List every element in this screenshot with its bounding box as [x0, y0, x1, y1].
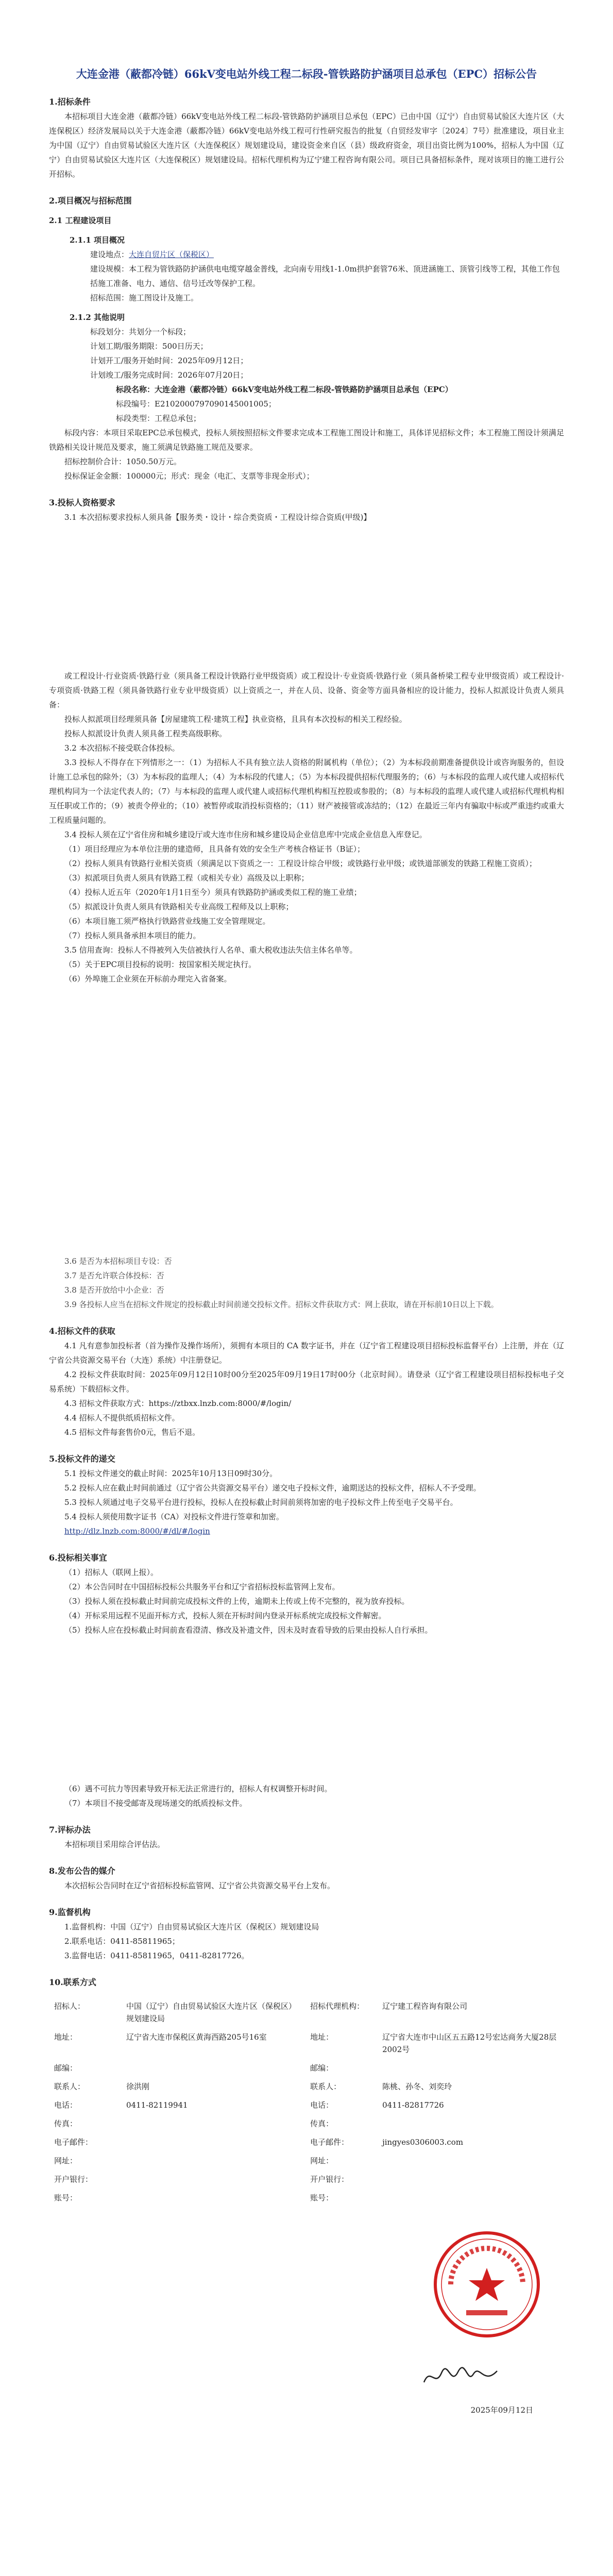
- paragraph: 3.6 是否为本招标项目专设：否: [64, 1257, 172, 1266]
- table-cell-value: 徐洪刚: [126, 2082, 150, 2091]
- table-cell-label: 电话：: [310, 2100, 334, 2110]
- handwritten-signature-icon: [420, 2362, 502, 2393]
- section-heading-9: 9.监督机构: [49, 1907, 91, 1917]
- paragraph: 3.9 各投标人应当在招标文件规定的投标截止时间前递交投标文件。招标文件获取方式：网上获取，请在开标前10日以上下载。: [64, 1300, 499, 1309]
- document-title: 大连金港（蔽都冷链）66kV变电站外线工程二标段-管铁路防护涵项目总承包（EPC）招标公告: [76, 67, 537, 80]
- section-heading-10: 10.联系方式: [49, 1977, 96, 1987]
- table-row: [49, 2170, 564, 2189]
- table-cell-value: 中国（辽宁）自由贸易试验区大连片区（保税区）规划建设局: [126, 2002, 297, 2023]
- paragraph: （4）投标人近五年（2020年1月1日至今）须具有铁路防护涵或类似工程的施工业绩；: [64, 888, 362, 897]
- key-value-row: 建设地点：大连自贸片区（保税区）: [90, 250, 214, 259]
- table-cell-value: [377, 2114, 564, 2133]
- table-cell-value: [377, 2189, 564, 2207]
- table-cell-label: 开户银行：: [54, 2175, 93, 2184]
- table-cell-value: [121, 2059, 305, 2077]
- table-row: [49, 1997, 564, 2028]
- table-cell-value: 辽宁建工程咨询有限公司: [382, 2002, 468, 2011]
- paragraph: （6）本项目施工须严格执行铁路营业线施工安全管理规定。: [64, 917, 270, 926]
- document-content: [49, 66, 564, 2485]
- table-cell-label: 联系人：: [54, 2082, 86, 2091]
- paragraph: （5）关于EPC项目投标的说明：按国家相关规定执行。: [64, 960, 257, 969]
- key-value-row: 招标范围：施工图设计及施工。: [90, 293, 199, 302]
- table-cell-label: 招标代理机构：: [310, 2002, 365, 2011]
- paragraph: 3.4 投标人须在辽宁省住房和城乡建设厅或大连市住房和城乡建设局企业信息库中完成企业信息入库登记。: [64, 830, 427, 839]
- table-cell-label: 电话：: [54, 2100, 78, 2110]
- paragraph: 或工程设计·行业资质·铁路行业（须具备工程设计铁路行业甲级资质）或工程设计·专业资质·铁路行业（须具备桥梁工程专业甲级资质）或工程设计·专项资质·铁路工程（须具备铁路行业专业甲级资质）以上资质之一，并在人员、设备、资金等方面具备相应的设计能力，投标人拟派设计负责人须具备：: [49, 671, 564, 709]
- subsection-heading: 2.1.2 其他说明: [70, 313, 125, 322]
- signature-area: [49, 2217, 564, 2485]
- paragraph: （7）本项目不接受邮寄及现场递交的纸质投标文件。: [64, 1799, 247, 1808]
- table-cell-label: 邮编：: [54, 2063, 78, 2073]
- table-cell-value: [377, 2151, 564, 2170]
- link-text[interactable]: http://dlz.lnzb.com:8000/#/dl/#/login: [64, 1527, 210, 1536]
- list-item: 标段类型：工程总承包；: [116, 414, 201, 423]
- section-heading-8: 8.发布公告的媒介: [49, 1866, 115, 1876]
- table-cell-value: 0411-82817726: [382, 2100, 444, 2110]
- table-cell-value: 辽宁省大连市保税区黄海西路205号16室: [126, 2032, 267, 2042]
- table-cell-value: [121, 2114, 305, 2133]
- table-cell-label: 招标人：: [54, 2002, 86, 2011]
- table-cell-value: [121, 2133, 305, 2151]
- official-seal-icon: [430, 2228, 543, 2341]
- paragraph: （3）投标人须在投标截止时间前完成投标文件的上传，逾期未上传或上传不完整的，视为放弃投标。: [64, 1597, 410, 1606]
- table-row: [49, 2096, 564, 2114]
- table-row: [49, 2189, 564, 2207]
- paragraph: 投标人拟派设计负责人须具备工程类高级职称。: [64, 729, 227, 738]
- paragraph: 3.监督电话：0411-85811965，0411-82817726。: [64, 1951, 249, 1960]
- section-heading-3: 3.投标人资格要求: [49, 498, 115, 507]
- paragraph: 本招标项目大连金港（蔽都冷链）66kV变电站外线工程二标段-管铁路防护涵项目总承包（EPC）已由中国（辽宁）自由贸易试验区大连片区（大连保税区）经济发展局以关于大连金港（蔽都冷链）66kV变电站外线工程可行性研究报告的批复（自贸经发审字〔2024〕7号）批准建设，项目业主为中国（辽宁）自由贸易试验区大连片区（大连保税区）规划建设局，建设资金来自区（县）级政府资金，项目出资比例为100%，招标人为中国（辽宁）自由贸易试验区大连片区（大连保税区）规划建设局。招标代理机构为辽宁建工程咨询有限公司。项目已具备招标条件，现对该项目的施工进行公开招标。: [49, 112, 564, 179]
- paragraph: 4.4 招标人不提供纸质招标文件。: [64, 1413, 180, 1422]
- paragraph: 3.1 本次招标要求投标人须具备【服务类・设计・综合类资质・工程设计综合资质(甲级)】: [64, 513, 371, 522]
- paragraph: （5）拟派设计负责人须具有铁路相关专业高级工程师及以上职称；: [64, 902, 294, 911]
- paragraph: 4.3 招标文件获取方式：https://ztbxx.lnzb.com:8000/#/login/: [64, 1399, 292, 1408]
- paragraph: 投标人拟派项目经理须具备【房屋建筑工程·建筑工程】执业资格，且具有本次投标的相关工程经验。: [64, 715, 407, 724]
- paragraph: 5.4 投标人须使用数字证书（CA）对投标文件进行签章和加密。: [64, 1512, 284, 1521]
- subsection-heading: 2.1 工程建设项目: [49, 216, 112, 225]
- paragraph: 2.联系电话：0411-85811965；: [64, 1937, 180, 1946]
- paragraph: 3.2 本次招标不接受联合体投标。: [64, 743, 180, 753]
- paragraph: 5.2 投标人应在截止时间前通过（辽宁省公共资源交易平台）递交电子投标文件，逾期送达的投标文件，招标人不予受理。: [64, 1483, 481, 1493]
- contact-table: [49, 1997, 564, 2207]
- table-cell-label: 地址：: [54, 2032, 78, 2042]
- section-heading-1: 1.招标条件: [49, 97, 91, 107]
- list-item: 计划工期/服务期限：500日历天；: [90, 342, 208, 351]
- paragraph: 3.3 投标人不得存在下列情形之一：（1）为招标人不具有独立法人资格的附属机构（单位）；（2）为本标段前期准备提供设计或咨询服务的，但设计施工总承包的除外；（3）为本标段的监理人；（4）为本标段的代建人；（5）为本标段提供招标代理服务的；（6）与本标段的监理人或代建人或招标代理机构同为一个法定代表人的；（7）与本标段的监理人或代建人或招标代理机构相互控股或参股的；（8）与本标段的监理人或代建人或招标代理机构相互任职或工作的；（9）被责令停业的；（10）被暂停或取消投标资格的；（11）财产被接管或冻结的；（12）在最近三年内有骗取中标或严重违约或重大工程质量问题的。: [49, 758, 564, 825]
- table-cell-label: 账号：: [54, 2193, 78, 2202]
- paragraph: （5）投标人应在投标截止时间前查看澄清、修改及补遗文件，因未及时查看导致的后果由投标人自行承担。: [64, 1625, 433, 1635]
- paragraph: （1）招标人（联网上报）。: [64, 1568, 159, 1577]
- table-cell-value: jingyes0306003.com: [382, 2138, 464, 2147]
- table-row: [49, 2151, 564, 2170]
- key-value-row: 建设规模：本工程为管铁路防护涵供电电缆穿越金普线，北向南专用线1-1.0m拱护套管76米、顶进涵施工、顶管引线等工程，其他工作包括施工准备、电力、通信、信号迁改等保护工程。: [90, 264, 560, 288]
- paragraph: 招标控制价合计：1050.50万元。: [64, 457, 182, 466]
- paragraph: （6）遇不可抗力等因素导致开标无法正常进行的，招标人有权调整开标时间。: [64, 1784, 332, 1793]
- table-cell-value: 0411-82119941: [126, 2100, 188, 2110]
- table-cell-label: 联系人：: [310, 2082, 342, 2091]
- table-cell-value: [121, 2189, 305, 2207]
- paragraph: 投标保证金金额：100000元；形式：现金（电汇、支票等非现金形式）；: [64, 471, 314, 481]
- key-value-row: 标段名称：大连金港（蔽都冷链）66kV变电站外线工程二标段-管铁路防护涵项目总承包（EPC）: [116, 385, 453, 394]
- table-cell-label: 电子邮件：: [310, 2138, 349, 2147]
- list-item: 计划开工/服务开始时间：2025年09月12日；: [90, 356, 248, 365]
- paragraph: 3.5 信用查询：投标人不得被列入失信被执行人名单、重大税收违法失信主体名单等。: [64, 945, 357, 955]
- announcement-date: 2025年09月12日: [470, 2405, 533, 2415]
- table-cell-value: [377, 2170, 564, 2189]
- list-item: 标段划分：共划分一个标段；: [90, 327, 191, 336]
- paragraph: 4.5 招标文件每套售价0元，售后不退。: [64, 1428, 200, 1437]
- table-cell-value: 陈桃、孙冬、刘奕玲: [382, 2082, 452, 2091]
- table-cell-label: 邮编：: [310, 2063, 334, 2073]
- paragraph: （2）投标人须具有铁路行业相关资质（须满足以下资质之一：工程设计综合甲级；或铁路行业甲级；或铁道部颁发的铁路工程施工资质）；: [64, 859, 537, 868]
- section-heading-2: 2.项目概况与招标范围: [49, 196, 132, 206]
- table-row: [49, 2028, 564, 2059]
- list-item: 计划竣工/服务完成时间：2026年07月20日；: [90, 370, 248, 380]
- table-cell-label: 网址：: [54, 2156, 78, 2165]
- table-cell-label: 电子邮件：: [54, 2138, 93, 2147]
- paragraph: （2）本公告同时在中国招标投标公共服务平台和辽宁省招标投标监管网上发布。: [64, 1582, 340, 1591]
- paragraph: （7）投标人须具备承担本项目的能力。: [64, 931, 201, 940]
- table-cell-label: 传真：: [310, 2119, 334, 2128]
- paragraph: （6）外埠施工企业须在开标前办理完入省备案。: [64, 974, 232, 984]
- table-cell-label: 地址：: [310, 2032, 334, 2042]
- paragraph: 5.3 投标人须通过电子交易平台进行投标，投标人在投标截止时间前须将加密的电子投标文件上传至电子交易平台。: [64, 1498, 458, 1507]
- paragraph: 1.监督机构：中国（辽宁）自由贸易试验区大连片区（保税区）规划建设局: [64, 1922, 319, 1931]
- table-cell-label: 开户银行：: [310, 2175, 349, 2184]
- section-heading-4: 4.招标文件的获取: [49, 1326, 115, 1336]
- table-cell-value: 辽宁省大连市中山区五五路12号宏达商务大厦28层2002号: [382, 2032, 557, 2054]
- list-item: 标段编号：E2102000797090145001005；: [116, 399, 276, 409]
- paragraph: 5.1 投标文件递交的截止时间：2025年10月13日09时30分。: [64, 1469, 278, 1478]
- paragraph: （4）开标采用远程不见面开标方式，投标人须在开标时间内登录开标系统完成投标文件解密。: [64, 1611, 386, 1620]
- paragraph: （3）拟派项目负责人须具有铁路工程（或相关专业）高级及以上职称；: [64, 873, 309, 883]
- table-row: [49, 2077, 564, 2096]
- section-heading-6: 6.投标相关事宜: [49, 1553, 107, 1563]
- paragraph: 本次招标公告同时在辽宁省招标投标监管网、辽宁省公共资源交易平台上发布。: [64, 1881, 335, 1890]
- table-row: [49, 2059, 564, 2077]
- section-heading-5: 5.投标文件的递交: [49, 1454, 115, 1464]
- paragraph: 4.2 投标文件获取时间：2025年09月12日10时00分至2025年09月19日17时00分（北京时间）。请登录（辽宁省工程建设项目招标投标电子交易系统）下载招标文件。: [49, 1370, 564, 1394]
- table-cell-value: [121, 2170, 305, 2189]
- paragraph: 3.8 是否开放给中小企业：否: [64, 1285, 164, 1295]
- table-cell-label: 账号：: [310, 2193, 334, 2202]
- table-row: [49, 2133, 564, 2151]
- paragraph: 标段内容：本项目采取EPC总承包模式，投标人须按照招标文件要求完成本工程施工图设计和施工，具体详见招标文件；本工程施工图设计须满足铁路相关设计规范及要求，施工须满足铁路施工规范及要求。: [49, 428, 564, 452]
- table-cell-label: 传真：: [54, 2119, 78, 2128]
- table-cell-label: 网址：: [310, 2156, 334, 2165]
- table-cell-value: [121, 2151, 305, 2170]
- paragraph: 本招标项目采用综合评估法。: [64, 1840, 165, 1849]
- table-cell-value: [377, 2059, 564, 2077]
- paragraph: 4.1 凡有意参加投标者（首为操作及操作场所），须拥有本项目的 CA 数字证书，并在（辽宁省工程建设项目招标投标监督平台）上注册，并在（辽宁省公共资源交易平台（大连）系统）中注册登记。: [49, 1341, 564, 1365]
- subsection-heading: 2.1.1 项目概况: [70, 235, 125, 245]
- paragraph: （1）项目经理应为本单位注册的建造师，且具备有效的安全生产考核合格证书（B证）；: [64, 844, 365, 854]
- table-row: [49, 2114, 564, 2133]
- section-heading-7: 7.评标办法: [49, 1825, 91, 1835]
- paragraph: 3.7 是否允许联合体投标：否: [64, 1271, 164, 1280]
